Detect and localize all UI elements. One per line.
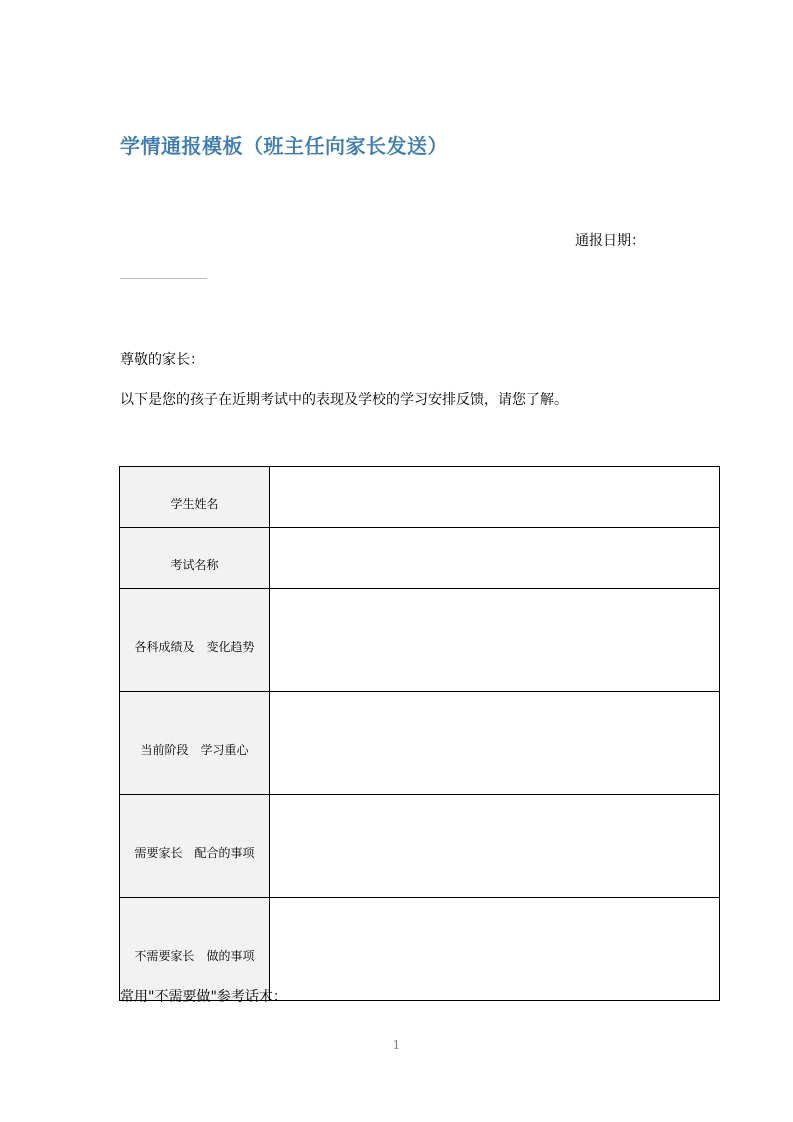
reference-phrases-heading: 常用"不需要做"参考话术： <box>120 989 287 1005</box>
learning-focus-label: 当前阶段 学习重心 <box>120 692 270 795</box>
table-row-scores-trend <box>120 589 720 692</box>
exam-name-value[interactable] <box>270 528 720 589</box>
page-title: 学情通报模板（班主任向家长发送） <box>120 134 448 158</box>
table-row-student-name <box>120 467 720 528</box>
table-row-learning-focus <box>120 692 720 795</box>
student-name-label: 学生姓名 <box>120 467 270 528</box>
table-row-exam-name <box>120 528 720 589</box>
report-date-blank-line <box>120 278 207 279</box>
parent-not-needed-value[interactable] <box>270 898 720 1001</box>
parent-cooperation-value[interactable] <box>270 795 720 898</box>
salutation: 尊敬的家长： <box>120 352 204 368</box>
scores-trend-value[interactable] <box>270 589 720 692</box>
page-number: 1 <box>392 1038 401 1052</box>
table-row-parent-cooperation <box>120 795 720 898</box>
parent-not-needed-label: 不需要家长 做的事项 <box>120 898 270 1001</box>
parent-cooperation-label: 需要家长 配合的事项 <box>120 795 270 898</box>
report-date-label: 通报日期： <box>575 233 645 249</box>
exam-name-label: 考试名称 <box>120 528 270 589</box>
scores-trend-label: 各科成绩及 变化趋势 <box>120 589 270 692</box>
intro-paragraph: 以下是您的孩子在近期考试中的表现及学校的学习安排反馈，请您了解。 <box>120 392 568 408</box>
student-name-value[interactable] <box>270 467 720 528</box>
report-table <box>119 466 720 1001</box>
learning-focus-value[interactable] <box>270 692 720 795</box>
